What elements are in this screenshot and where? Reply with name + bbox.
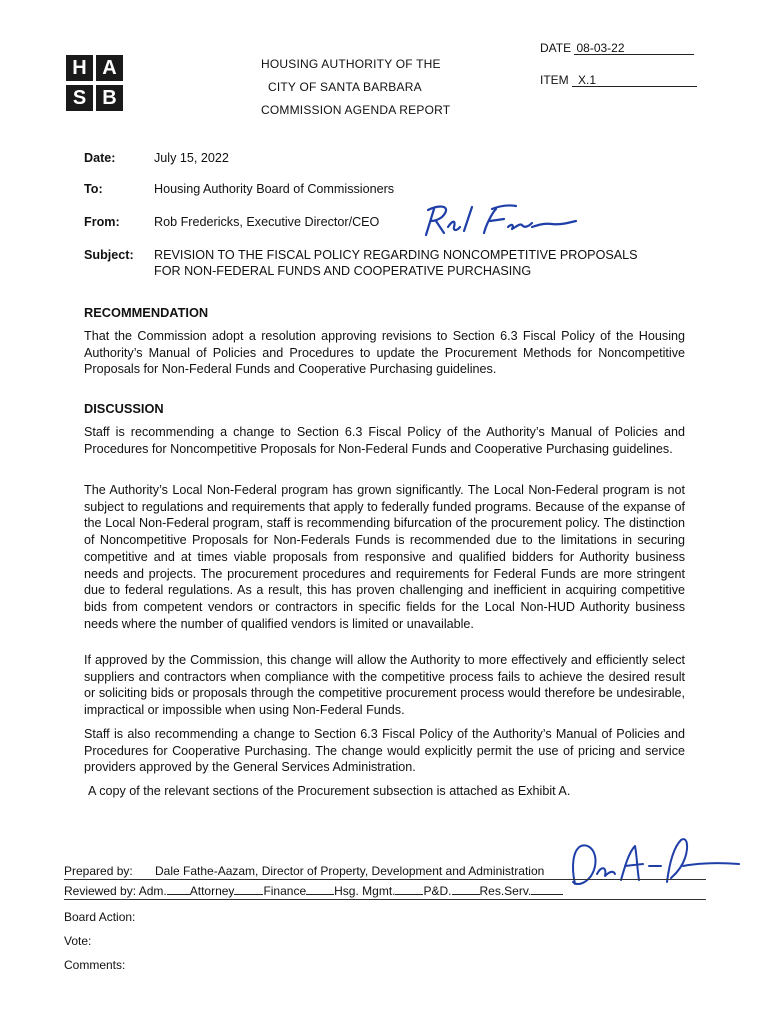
reviewed-adm-blank	[167, 883, 190, 895]
discussion-heading: DISCUSSION	[84, 401, 164, 416]
comments-label: Comments:	[64, 958, 126, 972]
logo-letter-b: B	[96, 85, 123, 111]
memo-subject-line-1: REVISION TO THE FISCAL POLICY REGARDING NONCOMPETITIVE PROPOSALS	[154, 248, 638, 262]
header-line-3: COMMISSION AGENDA REPORT	[261, 103, 451, 117]
discussion-paragraph-1: Staff is recommending a change to Section 6.3 Fiscal Policy of the Authority’s Manual of Policies and Procedures for Noncompetitive Proposals for Non-Federal Funds and Cooperative Purchasing guidelines.	[84, 425, 685, 456]
prepared-by-rule	[64, 879, 706, 880]
reviewed-pd-blank	[452, 883, 480, 895]
reviewed-attorney: Attorney	[189, 884, 235, 898]
header-line-2: CITY OF SANTA BARBARA	[268, 80, 422, 94]
reviewed-pd: P&D.	[423, 884, 452, 898]
preparer-signature	[563, 826, 741, 898]
logo-letter-h: H	[66, 55, 93, 81]
memo-from-value: Rob Fredericks, Executive Director/CEO	[154, 215, 380, 229]
memo-from-label: From:	[84, 215, 120, 229]
memo-subject-label: Subject:	[84, 248, 134, 262]
prepared-by-value: Dale Fathe-Aazam, Director of Property, Development and Administration	[155, 864, 545, 878]
reviewed-finance: Finance	[263, 884, 307, 898]
agenda-item-value: X.1	[572, 74, 697, 87]
hasb-logo	[66, 55, 124, 111]
reviewed-by-line	[64, 883, 563, 898]
agenda-date	[540, 41, 694, 55]
vote-label: Vote:	[64, 934, 92, 948]
reviewed-res-serv-blank	[531, 883, 563, 895]
memo-to-label: To:	[84, 182, 103, 196]
memo-to-value: Housing Authority Board of Commissioners	[154, 182, 395, 196]
reviewed-hsg-mgmt: Hsg. Mgmt.	[334, 884, 396, 898]
reviewed-by-rule	[64, 899, 706, 900]
discussion-paragraph-3: If approved by the Commission, this change will allow the Authority to more effectively and efficiently select suppliers and contractors when compliance with the competitive process fails to achieve the desired result or soliciting bids or proposals through the competitive procurement process would therefore be undesirable, impractical or impossible when using Non-Federal Funds.	[84, 653, 685, 718]
executive-director-signature	[412, 197, 580, 241]
reviewed-hsg-mgmt-blank	[395, 883, 423, 895]
memo-subject-line-2: FOR NON-FEDERAL FUNDS AND COOPERATIVE PURCHASING	[154, 264, 532, 278]
logo-letter-a: A	[96, 55, 123, 81]
discussion-paragraph-4: Staff is also recommending a change to Section 6.3 Fiscal Policy of the Authority’s Manual of Policies and Procedures for Cooperative Purchasing. The change would explicitly permit the use of pricing and service providers approved by the General Services Administration.	[84, 727, 685, 775]
agenda-item	[540, 73, 697, 87]
agenda-date-label: DATE	[540, 41, 572, 55]
discussion-paragraph-2: The Authority’s Local Non-Federal program has grown significantly. The Local Non-Federal program is not subject to regulations and requirements that apply to federally funded programs. Because of the expanse of the Local Non-Federal program, staff is recommending bifurcation of the procurement policy. The distinction of Noncompetitive Proposals for Non-Federals Funds is recommended due to the limitations in securing competitive and at times viable proposals from responsive and qualified bidders for Authority business needs and projects. The procurement procedures and requirements for Federal Funds are more stringent due to federal regulations. As a result, this has proven challenging and inefficient in acquiring competitive bids from competent vendors or contractors in specific fields for the Local Non-HUD Authority business needs where the number of qualified vendors is limited or unavailable.	[84, 483, 685, 631]
memo-date-label: Date:	[84, 151, 116, 165]
reviewed-adm: Adm.	[138, 884, 167, 898]
recommendation-heading: RECOMMENDATION	[84, 305, 209, 320]
discussion-paragraph-5: A copy of the relevant sections of the Procurement subsection is attached as Exhibit A.	[88, 784, 571, 798]
agenda-item-label: ITEM	[540, 73, 569, 87]
header-line-1: HOUSING AUTHORITY OF THE	[261, 57, 441, 71]
recommendation-text	[84, 328, 685, 378]
reviewed-by-label: Reviewed by:	[64, 884, 137, 898]
reviewed-attorney-blank	[234, 883, 263, 895]
board-action-label: Board Action:	[64, 910, 136, 924]
reviewed-finance-blank	[306, 883, 334, 895]
agenda-date-value: 08-03-22	[574, 42, 694, 55]
recommendation-paragraph: That the Commission adopt a resolution approving revisions to Section 6.3 Fiscal Policy of the Housing Authority’s Manual of Policies and Procedures to update the Procurement Methods for Noncompetitive Proposals for Non-Federal Funds and Cooperative Purchasing guidelines.	[84, 329, 685, 377]
prepared-by-label: Prepared by:	[64, 864, 133, 878]
reviewed-res-serv: Res.Serv.	[479, 884, 532, 898]
memo-date-value: July 15, 2022	[154, 151, 229, 165]
logo-letter-s: S	[66, 85, 93, 111]
